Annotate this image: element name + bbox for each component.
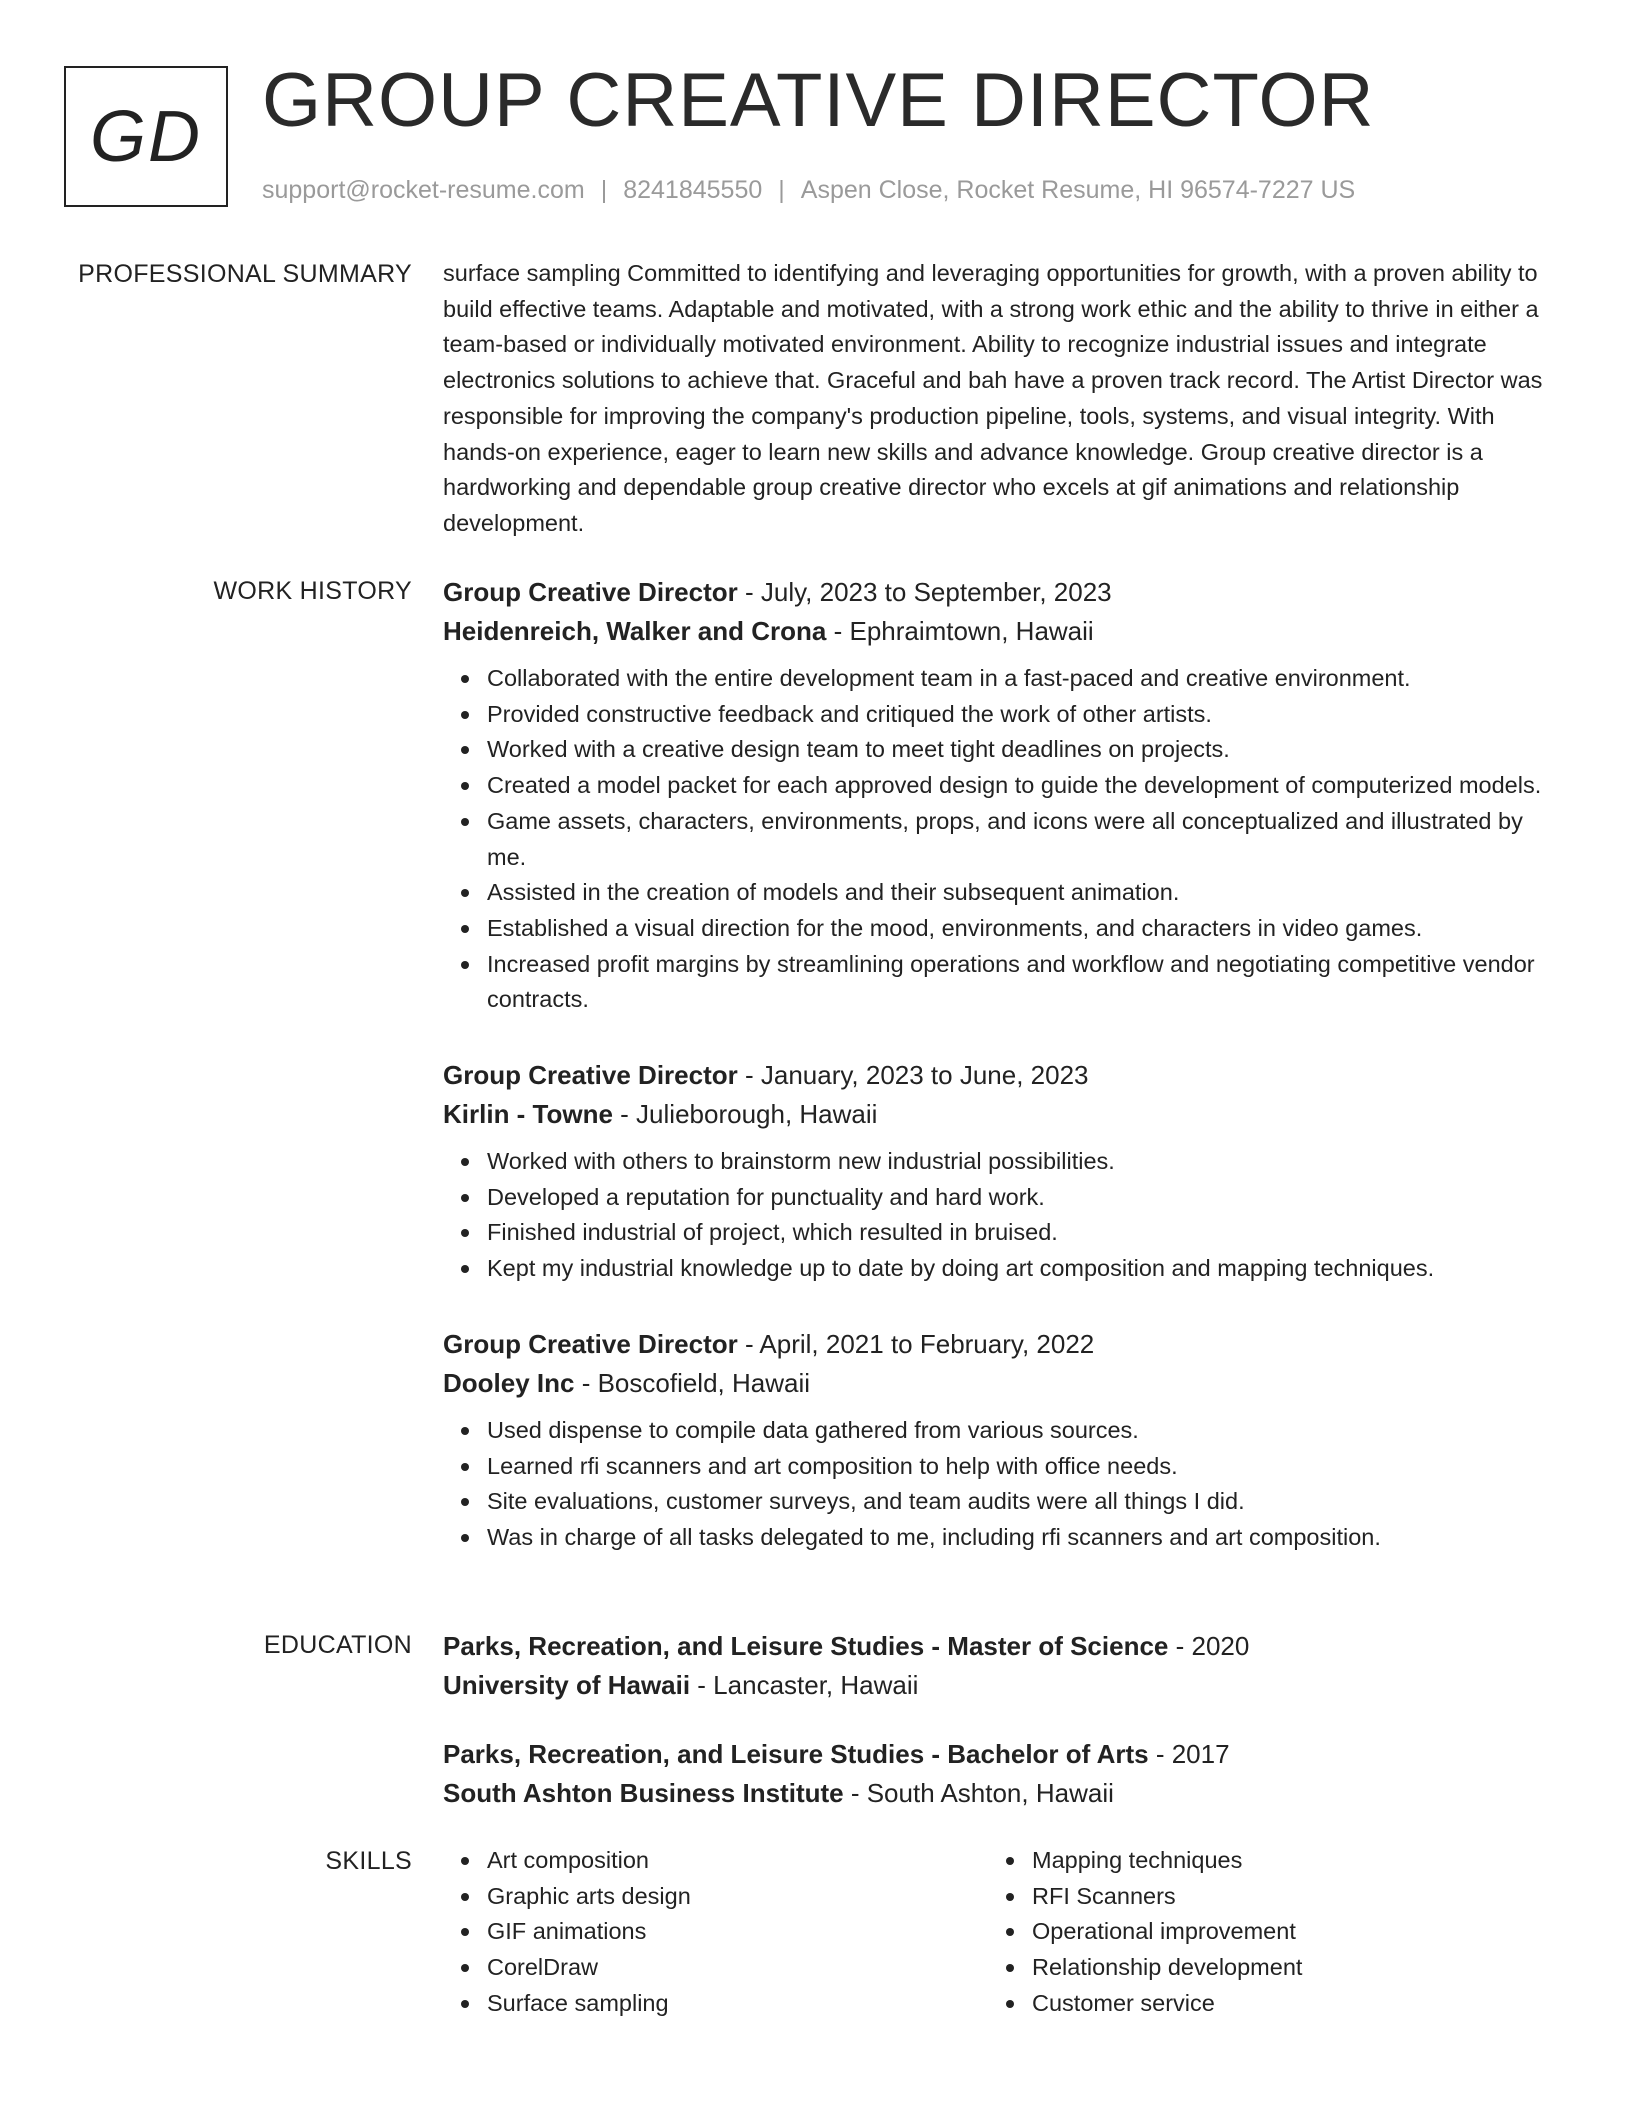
list-item: Provided constructive feedback and critiqued the work of other artists.	[487, 697, 1543, 733]
job-title-line	[443, 1325, 1543, 1364]
education-entry	[443, 1735, 1543, 1813]
list-item: Used dispense to compile data gathered from various sources.	[487, 1413, 1543, 1449]
skills-list-right	[988, 1843, 1533, 2022]
skills-list-left	[443, 1843, 988, 2022]
skills-column-left	[443, 1843, 988, 2022]
education-school: University of Hawaii	[443, 1670, 691, 1700]
job-location: - Julieborough, Hawaii	[612, 1099, 878, 1130]
list-item: Established a visual direction for the mood, environments, and characters in video games.	[487, 911, 1543, 947]
job-location: - Ephraimtown, Hawaii	[826, 616, 1094, 646]
page-title: GROUP CREATIVE DIRECTOR	[262, 58, 1375, 143]
contact-separator: |	[778, 176, 785, 204]
list-item: Collaborated with the entire development team in a fast-paced and creative environment.	[487, 661, 1543, 697]
contact-phone[interactable]: 8241845550	[623, 176, 763, 204]
job-title-line	[443, 1056, 1543, 1095]
job-bullets	[443, 1413, 1543, 1556]
skill-item: Graphic arts design	[487, 1879, 988, 1915]
job-dates: - April, 2021 to February, 2022	[737, 1328, 1095, 1359]
job-dates: - January, 2023 to June, 2023	[737, 1060, 1089, 1091]
education-year: - 2017	[1148, 1739, 1230, 1769]
list-item: Assisted in the creation of models and their subsequent animation.	[487, 875, 1543, 911]
monogram-badge: GD	[64, 66, 228, 207]
section-label-work-history: WORK HISTORY	[213, 577, 412, 605]
job-company: Kirlin - Towne	[443, 1099, 613, 1130]
contact-address: Aspen Close, Rocket Resume, HI 96574-7227 US	[800, 176, 1356, 204]
skills-columns	[443, 1843, 1543, 2022]
job-title: Group Creative Director	[443, 577, 738, 607]
job-entry	[443, 1056, 1543, 1287]
skills-body	[443, 1843, 1543, 2022]
education-location: - South Ashton, Hawaii	[843, 1778, 1114, 1808]
education-body	[443, 1627, 1543, 1843]
section-label-summary: PROFESSIONAL SUMMARY	[78, 260, 412, 288]
list-item: Was in charge of all tasks delegated to me, including rfi scanners and art composition.	[487, 1520, 1543, 1556]
skill-item: Art composition	[487, 1843, 988, 1879]
skill-item: RFI Scanners	[1032, 1879, 1533, 1915]
list-item: Learned rfi scanners and art composition to help with office needs.	[487, 1449, 1543, 1485]
job-company: Heidenreich, Walker and Crona	[443, 616, 827, 646]
summary-text: surface sampling Committed to identifying and leveraging opportunities for growth, with a proven ability to build effective teams. Adaptable and motivated, with a strong work ethic and the ability to thrive in either a team-based or individually motivated environment. Ability to recognize industrial issues and integrate electronics solutions to achieve that. Graceful and bah have a proven track record. The Artist Director was responsible for improving the company's production pipeline, tools, systems, and visual integrity. With hands-on experience, eager to learn new skills and advance knowledge. Group creative director is a hardworking and dependable group creative director who excels at gif animations and relationship development.	[443, 260, 1543, 536]
list-item: Developed a reputation for punctuality and hard work.	[487, 1180, 1543, 1216]
section-label-skills: SKILLS	[325, 1847, 412, 1875]
list-item: Site evaluations, customer surveys, and team audits were all things I did.	[487, 1484, 1543, 1520]
job-entry	[443, 573, 1543, 1018]
job-title: Group Creative Director	[443, 1328, 738, 1359]
job-bullets	[443, 1144, 1543, 1287]
skill-item: Mapping techniques	[1032, 1843, 1533, 1879]
contact-separator: |	[600, 176, 608, 204]
education-school-line	[443, 1774, 1543, 1813]
education-degree-line	[443, 1627, 1543, 1666]
list-item: Worked with others to brainstorm new industrial possibilities.	[487, 1144, 1543, 1180]
section-label-education: EDUCATION	[263, 1631, 412, 1659]
summary-body	[443, 256, 1543, 542]
work-history-body	[443, 573, 1543, 1594]
list-item: Worked with a creative design team to meet tight deadlines on projects.	[487, 732, 1543, 768]
education-degree-line	[443, 1735, 1543, 1774]
skill-item: Relationship development	[1032, 1950, 1533, 1986]
education-entry	[443, 1627, 1543, 1705]
skill-item: Customer service	[1032, 1986, 1533, 2022]
skill-item: Operational improvement	[1032, 1914, 1533, 1950]
list-item: Kept my industrial knowledge up to date by doing art composition and mapping techniques.	[487, 1251, 1543, 1287]
job-company: Dooley Inc	[443, 1367, 575, 1398]
job-location: - Boscofield, Hawaii	[574, 1367, 811, 1398]
education-school-line	[443, 1666, 1543, 1705]
job-bullets	[443, 661, 1543, 1018]
skills-column-right	[988, 1843, 1533, 2022]
contact-line	[262, 172, 1355, 208]
list-item: Increased profit margins by streamlining operations and workflow and negotiating competitive vendor contracts.	[487, 947, 1543, 1018]
job-company-line	[443, 1095, 1543, 1134]
list-item: Game assets, characters, environments, props, and icons were all conceptualized and illustrated by me.	[487, 804, 1543, 875]
list-item: Created a model packet for each approved design to guide the development of computerized models.	[487, 768, 1543, 804]
list-item: Finished industrial of project, which resulted in bruised.	[487, 1215, 1543, 1251]
job-company-line	[443, 1364, 1543, 1403]
job-entry	[443, 1325, 1543, 1556]
job-company-line	[443, 612, 1543, 651]
education-degree: Parks, Recreation, and Leisure Studies - Bachelor of Arts	[443, 1739, 1149, 1769]
education-school: South Ashton Business Institute	[443, 1778, 844, 1808]
education-degree: Parks, Recreation, and Leisure Studies - Master of Science	[443, 1631, 1169, 1661]
skill-item: Surface sampling	[487, 1986, 988, 2022]
job-title-line	[443, 573, 1543, 612]
skill-item: GIF animations	[487, 1914, 988, 1950]
skill-item: CorelDraw	[487, 1950, 988, 1986]
education-year: - 2020	[1168, 1631, 1250, 1661]
contact-email[interactable]: support@rocket-resume.com	[262, 176, 585, 204]
job-title: Group Creative Director	[443, 1060, 738, 1091]
job-dates: - July, 2023 to September, 2023	[737, 577, 1112, 607]
education-location: - Lancaster, Hawaii	[690, 1670, 919, 1700]
